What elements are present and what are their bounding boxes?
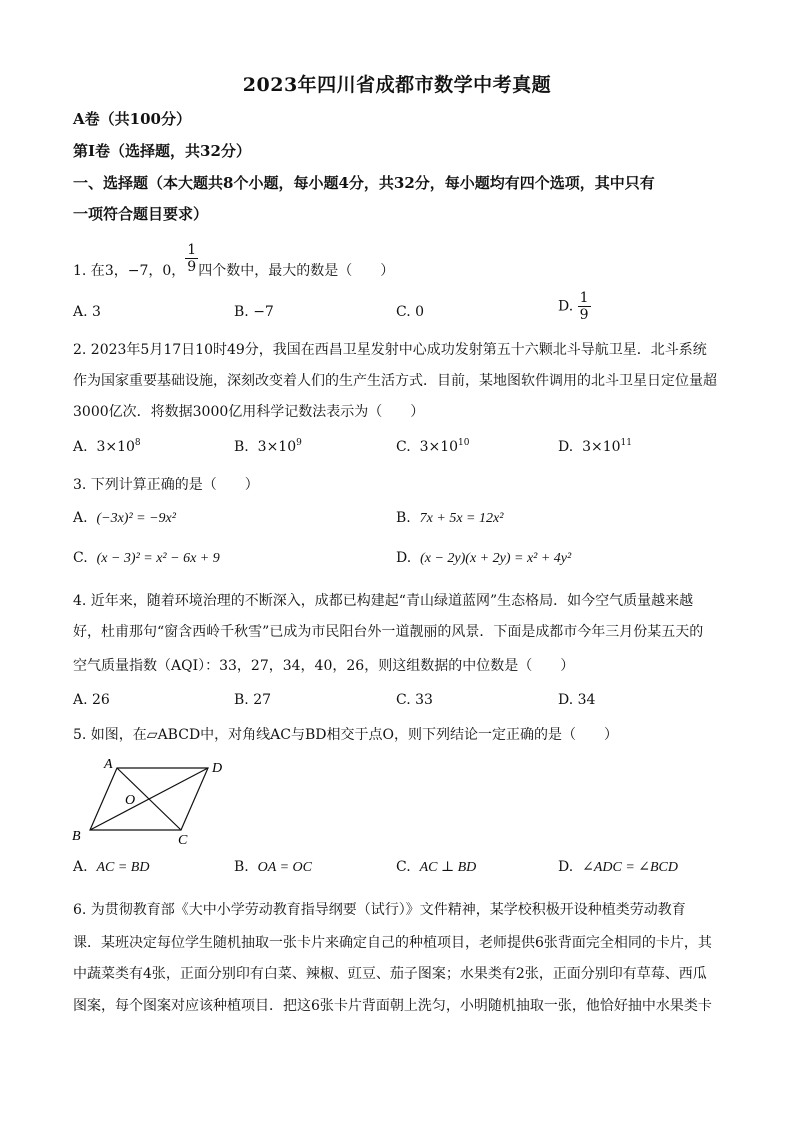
q2-option-c bbox=[396, 438, 469, 455]
center-label-o: O bbox=[125, 793, 136, 808]
q2-option-b-base: 3×10 bbox=[257, 439, 297, 455]
diagonal-bd bbox=[90, 768, 208, 830]
q1-num-0: 3 bbox=[104, 263, 114, 279]
q3-option-b-text: 7x + 5x = 12x² bbox=[419, 511, 504, 526]
q2-option-b-label: B. bbox=[234, 439, 249, 455]
q3-option-c-label: C. bbox=[73, 550, 88, 566]
q5-option-d-text: ∠ADC = ∠BCD bbox=[582, 860, 679, 875]
q1-fraction bbox=[185, 242, 198, 275]
question-5-stem: 5. 如图，在▱ABCD中，对角线AC与BD相交于点O，则下列结论一定正确的是（ ） bbox=[73, 727, 618, 743]
q2-option-a-base: 3×10 bbox=[96, 439, 135, 455]
question-3-stem: 3. 下列计算正确的是（ ） bbox=[73, 477, 259, 493]
vertex-label-c: C bbox=[178, 833, 188, 846]
question-4-line1: 4. 近年来，随着环境治理的不断深入，成都已构建起“青山绿道蓝网”生态格局．如今空气质量越来越 bbox=[73, 593, 694, 609]
q3-option-c bbox=[73, 550, 220, 567]
q5-option-c-text: AC ⊥ BD bbox=[419, 860, 477, 875]
q1-frac-den: 9 bbox=[187, 259, 197, 275]
parallelogram-diagram bbox=[68, 752, 238, 846]
q1-opt-d-num: 1 bbox=[579, 290, 589, 306]
q5-option-a-label: A. bbox=[73, 859, 88, 875]
q2-option-d-exp: 11 bbox=[620, 438, 632, 448]
question-6-line2: 课．某班决定每位学生随机抽取一张卡片来确定自己的种植项目，老师提供6张背面完全相同的卡片，其 bbox=[73, 935, 712, 951]
q2-option-c-label: C. bbox=[396, 439, 411, 455]
q1-option-d bbox=[558, 290, 591, 323]
vertex-label-d: D bbox=[212, 761, 223, 776]
q5-option-d-label: D. bbox=[558, 859, 574, 875]
q3-option-a-label: A. bbox=[73, 510, 88, 526]
q1-option-c: C. 0 bbox=[396, 304, 425, 320]
q1-opt-d-den: 9 bbox=[579, 307, 589, 323]
q1-prefix: 1. 在 bbox=[73, 263, 105, 279]
q5-option-b-text: OA = OC bbox=[257, 860, 312, 875]
q4-option-c: C. 33 bbox=[396, 692, 433, 708]
q2-option-a-exp: 8 bbox=[134, 438, 141, 448]
question-2-line1: 2. 2023年5月17日10时49分，我国在西昌卫星发射中心成功发射第五十六颗北斗导航卫星．北斗系统 bbox=[73, 342, 707, 358]
q5-option-d bbox=[558, 859, 678, 876]
section-1-heading-line1: 一、选择题（本大题共8个小题，每小题4分，共32分，每小题均有四个选项，其中只有 bbox=[73, 174, 655, 192]
q4-option-a: A. 26 bbox=[73, 692, 110, 708]
q5-option-c-label: C. bbox=[396, 859, 411, 875]
q3-option-b bbox=[396, 510, 503, 527]
q3-option-c-text: (x − 3)² = x² − 6x + 9 bbox=[96, 551, 220, 566]
q4-option-b: B. 27 bbox=[234, 692, 272, 708]
question-4-line3: 空气质量指数（AQI）：33，27，34，40，26，则这组数据的中位数是（ ） bbox=[73, 658, 575, 674]
parallelogram-figure bbox=[68, 752, 238, 850]
question-2-line2: 作为国家重要基础设施，深刻改变着人们的生产生活方式．目前，某地图软件调用的北斗卫星日定位量超 bbox=[73, 373, 717, 389]
q3-option-a-text: (−3x)² = −9x² bbox=[96, 511, 176, 526]
q2-option-b bbox=[234, 438, 302, 455]
q2-option-c-exp: 10 bbox=[458, 438, 470, 448]
q1-option-d-fraction bbox=[578, 290, 591, 323]
q5-option-a bbox=[73, 859, 149, 876]
q1-option-b: B. −7 bbox=[234, 304, 274, 320]
q5-option-b-label: B. bbox=[234, 859, 249, 875]
q5-option-a-text: AC = BD bbox=[96, 860, 150, 875]
q3-option-d-label: D. bbox=[396, 550, 412, 566]
q2-option-c-base: 3×10 bbox=[419, 439, 459, 455]
vertex-label-b: B bbox=[72, 829, 81, 844]
question-1-stem: 1. 在3，−7，0， $\frac{1}{9}$ 四个数中，最大的数是（ ） bbox=[73, 242, 395, 279]
section-1-heading-line2: 一项符合题目要求） bbox=[73, 205, 209, 223]
q1-option-d-label: D. bbox=[558, 298, 574, 315]
q4-option-d: D. 34 bbox=[558, 692, 596, 708]
q1-option-a: A. 3 bbox=[73, 304, 101, 320]
question-6-line1: 6. 为贯彻教育部《大中小学劳动教育指导纲要（试行）》文件精神，某学校积极开设种植类劳动教育 bbox=[73, 902, 686, 918]
q1-num-1: −7 bbox=[127, 263, 149, 279]
q2-option-d-label: D. bbox=[558, 439, 574, 455]
page-title: 2023年四川省成都市数学中考真题 bbox=[242, 74, 552, 96]
part-1-heading: 第Ⅰ卷（选择题，共32分） bbox=[73, 142, 251, 160]
q1-num-2: 0 bbox=[162, 263, 172, 279]
q3-option-d-text: (x − 2y)(x + 2y) = x² + 4y² bbox=[420, 551, 572, 566]
vertex-label-a: A bbox=[104, 757, 113, 772]
q2-option-b-exp: 9 bbox=[296, 438, 302, 448]
q1-suffix: 四个数中，最大的数是（ ） bbox=[198, 263, 395, 279]
part-a-heading: A卷（共100分） bbox=[73, 110, 191, 128]
q2-option-a bbox=[73, 438, 141, 455]
q1-frac-num: 1 bbox=[187, 242, 197, 258]
q2-option-d bbox=[558, 438, 632, 455]
q5-option-c bbox=[396, 859, 476, 876]
question-6-line4: 图案，每个图案对应该种植项目．把这6张卡片背面朝上洗匀，小明随机抽取一张，他恰好抽中水果类卡 bbox=[73, 998, 712, 1014]
q5-option-b bbox=[234, 859, 312, 876]
q3-option-b-label: B. bbox=[396, 510, 411, 526]
q2-option-d-base: 3×10 bbox=[582, 439, 621, 455]
q3-option-d bbox=[396, 550, 571, 567]
question-4-line2: 好，杜甫那句“窗含西岭千秋雪”已成为市民阳台外一道靓丽的风景．下面是成都市今年三月份某五天的 bbox=[73, 624, 704, 640]
question-2-line3: 3000亿次．将数据3000亿用科学记数法表示为（ ） bbox=[73, 404, 425, 420]
q3-option-a bbox=[73, 510, 176, 527]
question-6-line3: 中蔬菜类有4张，正面分别印有白菜、辣椒、豇豆、茄子图案；水果类有2张，正面分别印有草莓、西瓜 bbox=[73, 966, 707, 982]
q2-option-a-label: A. bbox=[73, 439, 88, 455]
